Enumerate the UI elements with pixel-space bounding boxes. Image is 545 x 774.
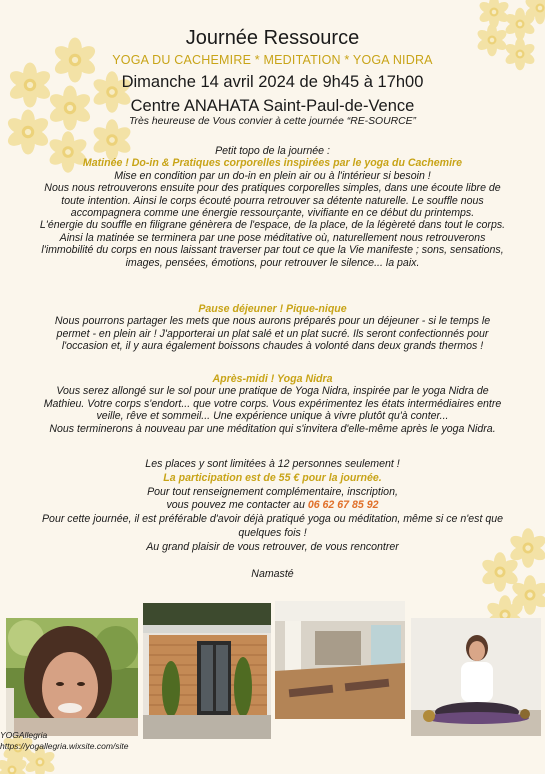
program-lunch	[10, 303, 535, 353]
practical-info	[10, 458, 535, 581]
phone-number[interactable]: 06 62 67 85 92	[307, 499, 379, 512]
lunch-line: l'occasion et, il y aura également boissons chaudes à volonté dans deux grands thermos !	[61, 340, 484, 353]
event-venue: Centre ANAHATA Saint-Paul-de-Vence	[130, 97, 415, 115]
afternoon-line: Mathieu. Votre corps s'endort... que votre corps. Vous expérimentez les états intermédiaires entre	[43, 397, 502, 410]
centre-exterior-photo	[143, 603, 271, 739]
portrait-photo	[6, 618, 138, 736]
topo-intro: Petit topo de la journée :	[215, 145, 330, 157]
afternoon-line: veille, rêve et sommeil... Une expérience unique à vivre plutôt qu'à conter...	[96, 410, 449, 423]
morning-line: Ainsi la matinée se terminera par une pose méditative où, naturellement nous retrouverons	[59, 231, 486, 244]
morning-heading: Matinée ! Do-in & Pratiques corporelles inspirées par le yoga du Cachemire	[82, 157, 463, 170]
page-title: Journée Ressource	[185, 27, 360, 49]
morning-line: images, pensées, émotions, pour retrouver le silence... la paix.	[125, 256, 420, 269]
contact-prefix: vous pouvez me contacter au	[166, 499, 305, 512]
program-morning	[10, 145, 535, 269]
afternoon-heading: Après-midi ! Yoga Nidra	[212, 373, 333, 385]
morning-line: L'énergie du souffle en filigrane génèrera de l'espace, de la place, de la légèreté dans tout le corps.	[39, 219, 506, 232]
lunch-heading: Pause déjeuner ! Pique-nique	[198, 303, 347, 315]
footer-brand: YOGAllegria	[0, 730, 48, 740]
places-text: Les places y sont limitées à 12 personnes seulement !	[145, 458, 400, 470]
morning-line: l'immobilité du corps en nous laissant traverser par tout ce que la Vie manifeste ; sons, sensations,	[41, 244, 504, 257]
event-date: Dimanche 14 avril 2024 de 9h45 à 17h00	[121, 73, 424, 91]
program-afternoon	[10, 373, 535, 435]
lunch-line: permet - en plein air ! J'apporterai un plat salé et un plat sucré. Ils seront confectionnés pour	[56, 327, 489, 340]
contact-line	[10, 499, 535, 513]
morning-line: Nous nous retrouverons ensuite pour des pratiques corporelles simples, dans une écoute libre de	[44, 182, 501, 195]
info-text: Pour tout renseignement complémentaire, inscription,	[147, 485, 398, 498]
lunch-line: Nous pourrons partager les mets que nous aurons préparés pour un déjeuner - si le temps le	[54, 315, 491, 328]
advice-text: Pour cette journée, il est préférable d'avoir déjà pratiqué yoga ou méditation, même si ce n'est que	[41, 513, 504, 526]
morning-line: toute intention. Ainsi le corps écouté pourra retrouver sa détente naturelle. Le souffle nous	[61, 194, 484, 207]
afternoon-line: Nous terminerons à nouveau par une méditation qui s'invitera d'elle-même après le yoga Nidra.	[49, 422, 496, 435]
namaste-text: Namasté	[251, 567, 294, 580]
morning-line: Mise en condition par un do-in en plein air ou à l'intérieur si besoin !	[114, 169, 431, 182]
centre-interior-photo	[275, 601, 405, 719]
morning-line: accompagnera comme une énergie ressourçante, vivifiante en ce début du printemps.	[70, 207, 475, 220]
closing-text: Au grand plaisir de vous retrouver, de vous rencontrer	[146, 540, 399, 553]
advice-text-2: quelques fois !	[238, 526, 307, 539]
afternoon-line: Vous serez allongé sur le sol pour une pratique de Yoga Nidra, inspirée par le yoga Nidra de	[56, 385, 489, 398]
page-subtitle: YOGA DU CACHEMIRE * MEDITATION * YOGA NIDRA	[112, 53, 433, 67]
meditation-photo	[411, 618, 541, 736]
invitation-text: Très heureuse de Vous convier à cette journée “RE-SOURCE”	[128, 116, 417, 127]
price-text: La participation est de 55 € pour la journée.	[163, 471, 382, 484]
footer-url[interactable]: https://yogallegria.wixsite.com/site	[0, 741, 129, 751]
